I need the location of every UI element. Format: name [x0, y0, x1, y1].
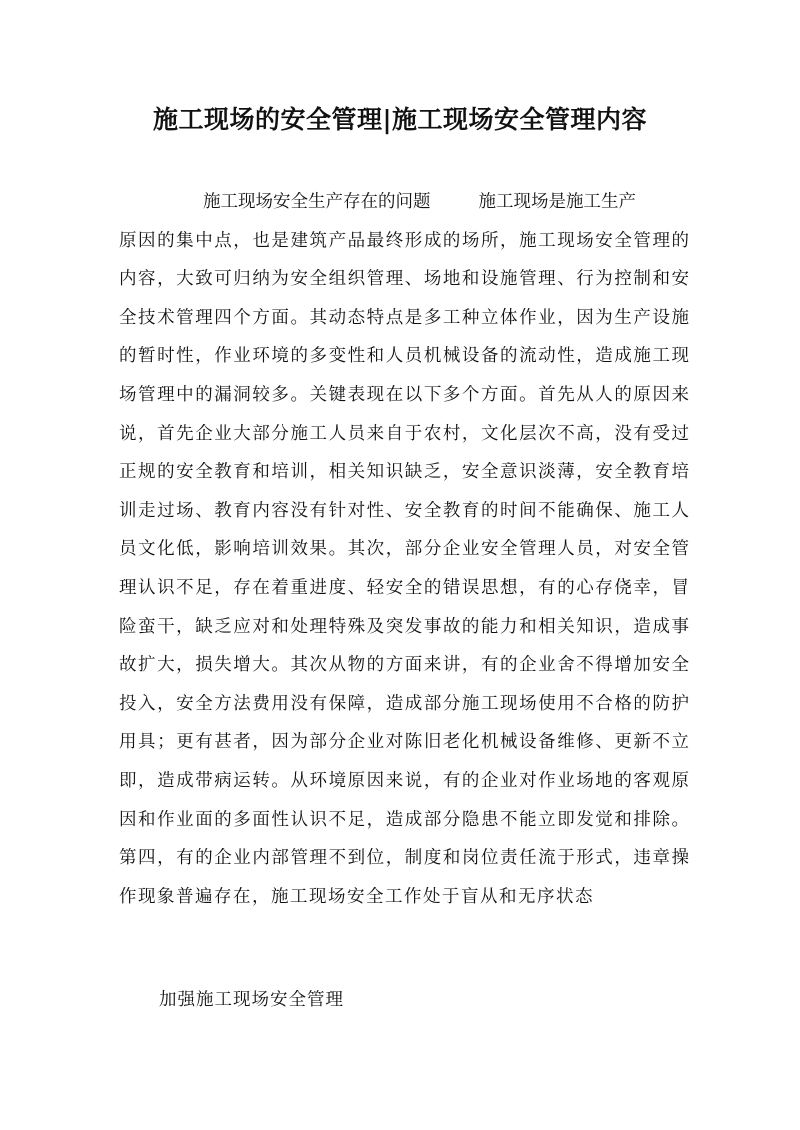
paragraph-line: 理认识不足，存在着重进度、轻安全的错误思想，有的心存侥幸，冒 [119, 577, 689, 598]
section-heading-inline: 施工现场安全生产存在的问题 [203, 192, 431, 212]
paragraph-last-line: 作现象普遍存在，施工现场安全工作处于盲从和无序状态 [119, 886, 594, 907]
paragraph-line: 训走过场、教育内容没有针对性、安全教育的时间不能确保、施工人 [119, 500, 689, 521]
paragraph-line: 场管理中的漏洞较多。关键表现在以下多个方面。首先从人的原因来 [119, 384, 689, 405]
paragraph-line: 的暂时性，作业环境的多变性和人员机械设备的流动性，造成施工现 [119, 346, 689, 367]
paragraph-line: 全技术管理四个方面。其动态特点是多工种立体作业，因为生产设施 [119, 307, 689, 328]
paragraph-line: 故扩大，损失增大。其次从物的方面来讲，有的企业舍不得增加安全 [119, 655, 689, 676]
paragraph-first-line [119, 183, 689, 222]
paragraph-line: 用具；更有甚者，因为部分企业对陈旧老化机械设备维修、更新不立 [119, 732, 689, 753]
paragraph-line: 即，造成带病运转。从环境原因来说，有的企业对作业场地的客观原 [119, 770, 689, 791]
paragraph-line: 员文化低，影响培训效果。其次，部分企业安全管理人员，对安全管 [119, 539, 689, 560]
paragraph-line: 险蛮干，缺乏应对和处理特殊及突发事故的能力和相关知识，造成事 [119, 616, 689, 637]
document-title: 施工现场的安全管理|施工现场安全管理内容 [152, 105, 648, 134]
paragraph-line: 因和作业面的多面性认识不足，造成部分隐患不能立即发觉和排除。 [119, 809, 689, 830]
paragraph-start-text: 施工现场是施工生产 [478, 192, 636, 212]
paragraph-line: 投入，安全方法费用没有保障，造成部分施工现场使用不合格的防护 [119, 693, 689, 714]
paragraph-line: 说，首先企业大部分施工人员来自于农村，文化层次不高，没有受过 [119, 423, 689, 444]
paragraph-line: 原因的集中点，也是建筑产品最终形成的场所，施工现场安全管理的 [119, 230, 689, 251]
paragraph-line: 正规的安全教育和培训，相关知识缺乏，安全意识淡薄，安全教育培 [119, 462, 689, 483]
paragraph-line: 第四，有的企业内部管理不到位，制度和岗位责任流于形式，违章操 [119, 848, 689, 869]
section-heading: 加强施工现场安全管理 [159, 990, 344, 1010]
paragraph-line: 内容，大致可归纳为安全组织管理、场地和设施管理、行为控制和安 [119, 269, 689, 290]
body-paragraph [119, 183, 689, 916]
